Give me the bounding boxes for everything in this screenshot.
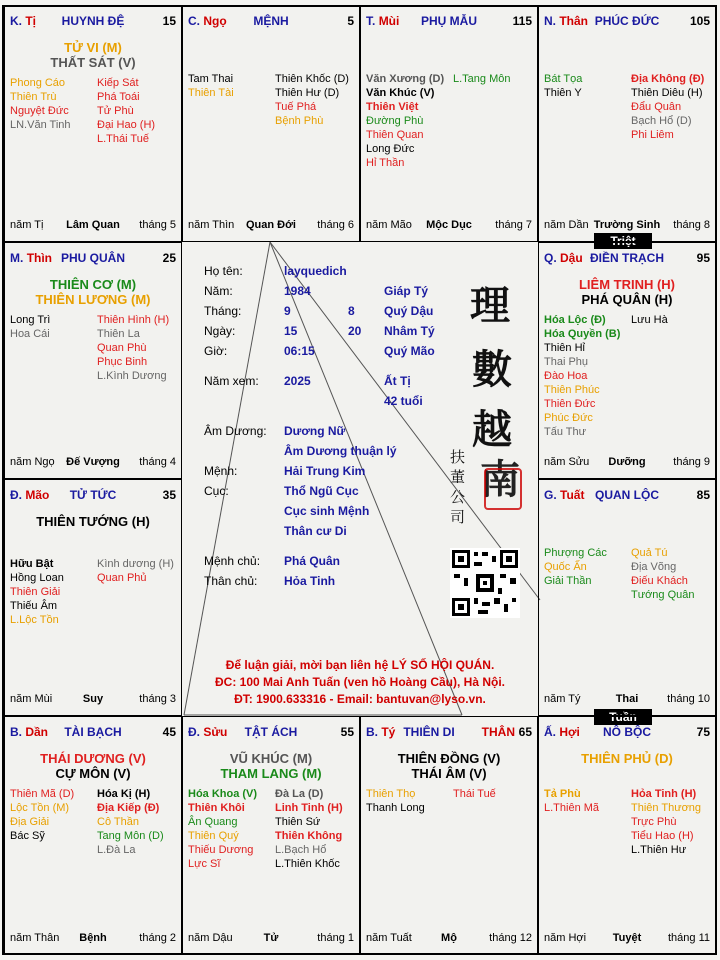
palace-tuat[interactable]	[538, 479, 716, 716]
am-duong-ly: Âm Dương thuận lý	[284, 444, 397, 458]
tuan-tag: Tuần	[594, 709, 652, 725]
menh-chu-label: Mệnh chủ:	[204, 554, 261, 568]
palace-chi: Hợi	[559, 725, 580, 739]
minor-star: Lực Sĩ	[188, 858, 221, 870]
seal-side-2: 董	[450, 468, 466, 486]
minor-star: Tam Thai	[188, 73, 234, 85]
footer-stage: Tử	[263, 932, 279, 944]
palace-thin[interactable]	[4, 242, 182, 479]
minor-stars-right	[275, 72, 349, 128]
minor-star: Thiên Việt	[366, 101, 419, 113]
palace-name: HUYNH ĐỆ	[61, 14, 125, 28]
minor-star: Tử Phù	[97, 105, 134, 117]
minor-star: Nguyệt Đức	[10, 105, 69, 117]
palace-age: 5	[347, 14, 354, 28]
palace-age: 55	[340, 725, 354, 739]
footer-month: tháng 6	[317, 219, 354, 231]
minor-star: Thiên Quan	[366, 129, 424, 141]
major-star: THIÊN PHỦ (D)	[581, 751, 673, 766]
palace-chi: Mùi	[378, 14, 400, 28]
minor-star: L.Lộc Tồn	[10, 614, 59, 626]
footer-year: năm Thân	[10, 932, 60, 944]
minor-stars-left	[10, 557, 64, 627]
minor-stars-left	[366, 72, 444, 170]
palace-can: M.	[10, 251, 24, 265]
palace-footer	[544, 219, 710, 233]
minor-star: Thiếu Dương	[188, 844, 254, 856]
minor-star: Thiên Không	[275, 830, 343, 842]
palace-header	[544, 725, 710, 741]
minor-star: Bát Tọa	[544, 73, 583, 85]
minor-star: Hóa Khoa (V)	[188, 788, 258, 800]
minor-star: Thiên Tài	[188, 87, 234, 99]
major-star: TỬ VI (M)	[64, 40, 122, 55]
minor-stars-left	[366, 787, 425, 815]
minor-star: Bệnh Phù	[275, 115, 324, 127]
minor-star: Phi Liêm	[631, 129, 674, 141]
footer-month: tháng 4	[139, 456, 176, 468]
thang-am: 8	[348, 304, 355, 318]
am-duong-label: Âm Dương:	[204, 424, 267, 438]
gio-label: Giờ:	[204, 344, 228, 358]
footer-stage: Quan Đới	[246, 219, 296, 231]
minor-star: Hoa Cái	[10, 328, 50, 340]
thang-label: Tháng:	[204, 304, 242, 318]
minor-star: Địa Giải	[10, 816, 50, 828]
center-info-panel	[182, 238, 538, 715]
major-star: THẤT SÁT (V)	[50, 55, 136, 70]
than-marker: THÂN	[481, 725, 515, 739]
minor-star: Ân Quang	[188, 816, 238, 828]
palace-footer	[544, 932, 710, 946]
palace-can: B.	[10, 725, 22, 739]
palace-footer	[544, 456, 710, 470]
minor-stars-right	[97, 76, 155, 146]
minor-stars-right	[631, 313, 668, 327]
footer-stage: Bệnh	[79, 932, 107, 944]
footer-year: năm Dậu	[188, 932, 233, 944]
palace-header	[10, 725, 176, 741]
minor-stars-left	[10, 787, 74, 843]
minor-star: L.Thiên Mã	[544, 802, 600, 814]
palace-header	[366, 14, 532, 30]
minor-star: Điếu Khách	[631, 575, 688, 587]
menh-label: Mệnh:	[204, 464, 238, 478]
major-star: THIÊN CƠ (M)	[49, 277, 137, 292]
minor-star: Hóa Lộc (Đ)	[544, 314, 606, 326]
palace-can: K.	[10, 14, 22, 28]
palace-than[interactable]	[538, 5, 716, 242]
palace-footer	[10, 456, 176, 470]
minor-stars-left	[544, 787, 599, 815]
palace-age: 35	[162, 488, 176, 502]
palace-chi: Sửu	[203, 725, 228, 739]
minor-star: Thiên Thương	[631, 802, 702, 814]
palace-header	[10, 14, 176, 30]
footer-stage: Mộc Dục	[426, 219, 472, 231]
minor-stars-right	[97, 557, 174, 585]
minor-stars-right	[631, 72, 704, 142]
minor-star: Tấu Thư	[544, 426, 587, 438]
minor-star: Thiên Giải	[10, 586, 61, 598]
minor-stars-right	[453, 72, 510, 86]
minor-star: Hóa Kị (H)	[97, 788, 151, 800]
calligraphy-char-2: 數	[472, 346, 512, 393]
minor-star: Lộc Tồn (M)	[10, 802, 70, 814]
minor-star: Đào Hoa	[544, 370, 588, 382]
nam-can-chi: Giáp Tý	[384, 284, 429, 298]
calligraphy-char-3: 越	[472, 406, 512, 453]
minor-star: Thai Phụ	[544, 356, 589, 368]
minor-star: Kình dương (H)	[97, 558, 174, 570]
contact-line-1: Để luận giải, mời bạn liên hệ LÝ SỐ HỘI QUÁN.	[225, 658, 495, 672]
palace-chi: Tuất	[560, 488, 585, 502]
palace-chi: Dần	[25, 725, 49, 739]
minor-star: Đại Hao (H)	[97, 119, 156, 131]
minor-stars-right	[97, 313, 169, 383]
minor-star: Thiên Khôi	[188, 802, 245, 814]
palace-footer	[366, 932, 532, 946]
minor-star: Hữu Bật	[10, 558, 54, 570]
minor-stars-left	[188, 72, 234, 100]
palace-suu[interactable]	[182, 716, 360, 955]
minor-star: Trực Phù	[631, 816, 677, 828]
minor-star: Cô Thần	[97, 816, 139, 828]
minor-star: Địa Võng	[631, 561, 677, 573]
contact-phone-email[interactable]: ĐT: 1900.633316 - Email: bantuvan@lyso.vn.	[234, 692, 486, 706]
ngay-am: 20	[348, 324, 362, 338]
minor-star: Địa Không (Đ)	[631, 73, 705, 85]
palace-can: C.	[188, 14, 200, 28]
minor-star: Phong Cáo	[10, 77, 66, 89]
footer-year: năm Dần	[544, 219, 589, 231]
footer-year: năm Mùi	[10, 693, 53, 705]
palace-age: 105	[689, 14, 710, 28]
minor-stars-right	[453, 787, 496, 801]
minor-star: Thiên Mã (D)	[10, 788, 75, 800]
minor-star: Thái Tuế	[453, 788, 496, 800]
footer-month: tháng 11	[667, 932, 710, 944]
minor-stars-left	[10, 76, 71, 132]
major-star: THIÊN TƯỚNG (H)	[36, 514, 150, 529]
gio-can-chi: Quý Mão	[384, 344, 435, 358]
major-star: CỰ MÔN (V)	[55, 766, 131, 781]
minor-star: Thiên Thọ	[366, 788, 416, 800]
palace-header	[544, 488, 710, 504]
palace-name: TỬ TỨC	[69, 488, 117, 502]
minor-star: Thiên Diêu (H)	[631, 87, 703, 99]
triet-tag: Triệt	[594, 233, 652, 249]
minor-stars-right	[631, 546, 695, 602]
palace-name: TÀI BẠCH	[64, 725, 122, 739]
minor-star: Long Đức	[366, 143, 415, 155]
palace-footer	[10, 219, 176, 233]
minor-star: Phục Binh	[97, 356, 148, 368]
minor-star: Long Trì	[10, 314, 51, 326]
palace-footer	[10, 693, 176, 707]
footer-year: năm Sửu	[544, 456, 590, 468]
minor-star: L.Đà La	[97, 844, 136, 856]
palace-age: 115	[512, 14, 532, 28]
palace-age: 95	[696, 251, 710, 265]
footer-stage: Lâm Quan	[66, 219, 120, 231]
minor-star: Thiên Hư (D)	[275, 87, 340, 99]
palace-name: MỆNH	[253, 14, 289, 28]
major-star: THAM LANG (M)	[220, 766, 322, 781]
minor-star: Bác Sỹ	[10, 830, 45, 842]
palace-header	[544, 14, 710, 30]
palace-chi: Tị	[25, 14, 37, 28]
minor-star: Phá Toái	[97, 91, 140, 103]
nam-value: 1984	[284, 284, 311, 298]
minor-star: Quan Phủ	[97, 572, 147, 584]
cuc-sinh-menh: Cục sinh Mệnh	[284, 504, 370, 518]
palace-header	[544, 251, 710, 267]
palace-can: G.	[544, 488, 557, 502]
palace-footer	[188, 932, 354, 946]
seal-side-3: 公	[450, 488, 466, 506]
palace-footer	[188, 219, 354, 233]
footer-year: năm Tuất	[366, 932, 412, 944]
minor-star: Tiểu Hao (H)	[631, 830, 694, 842]
minor-stars-left	[544, 313, 620, 439]
footer-month: tháng 2	[139, 932, 176, 944]
palace-header	[188, 14, 354, 30]
menh-chu-value: Phá Quân	[284, 554, 341, 568]
palace-age: 65	[518, 725, 532, 739]
minor-star: Giải Thần	[544, 575, 592, 587]
palace-can: Ấ.	[544, 725, 556, 739]
palace-can: Q.	[544, 251, 557, 265]
palace-footer	[366, 219, 532, 233]
footer-month: tháng 12	[489, 932, 532, 944]
palace-name: PHỤ MẪU	[421, 14, 477, 28]
footer-year: năm Mão	[366, 219, 412, 231]
footer-month: tháng 5	[139, 219, 176, 231]
palace-age: 15	[162, 14, 176, 28]
palace-header	[10, 488, 176, 504]
palace-hoi[interactable]	[538, 716, 716, 955]
minor-star: Thanh Long	[366, 802, 425, 814]
major-star: THÁI DƯƠNG (V)	[40, 751, 146, 766]
ngay-value: 15	[284, 324, 298, 338]
seal-side-1: 扶	[450, 448, 466, 466]
minor-star: Thiên La	[97, 328, 140, 340]
palace-header	[10, 251, 176, 267]
palace-mui[interactable]	[360, 5, 538, 242]
footer-stage: Thai	[615, 693, 639, 705]
minor-star: L.Thiên Khốc	[275, 858, 340, 870]
nam-xem-value: 2025	[284, 374, 311, 388]
minor-star: Thiếu Âm	[10, 600, 58, 612]
minor-star: Tướng Quân	[631, 589, 695, 601]
palace-can: B.	[366, 725, 378, 739]
palace-mao[interactable]	[4, 479, 182, 716]
footer-month: tháng 7	[495, 219, 532, 231]
palace-name: NÔ BỘC	[603, 725, 651, 739]
footer-month: tháng 1	[317, 932, 354, 944]
cuc-label: Cục:	[204, 484, 229, 498]
major-star: THIÊN ĐỒNG (V)	[397, 751, 501, 766]
palace-dau[interactable]	[538, 242, 716, 479]
major-star: PHÁ QUÂN (H)	[581, 292, 673, 307]
minor-star: Thiên Y	[544, 87, 582, 99]
major-star: VŨ KHÚC (M)	[229, 751, 313, 766]
palace-can: Đ.	[10, 488, 22, 502]
minor-star: L.Kình Dương	[97, 370, 167, 382]
major-star: THÁI ÂM (V)	[411, 766, 487, 781]
contact-address: ĐC: 100 Mai Anh Tuấn (ven hồ Hoàng Cầu), Hà Nội.	[214, 675, 505, 689]
footer-month: tháng 8	[673, 219, 710, 231]
minor-star: Phúc Đức	[544, 412, 593, 424]
footer-year: năm Tị	[10, 219, 44, 231]
footer-stage: Trường Sinh	[593, 219, 661, 231]
major-star: THIÊN LƯƠNG (M)	[35, 292, 151, 307]
palace-chi: Tý	[381, 725, 396, 739]
palace-age: 45	[162, 725, 176, 739]
palace-chi: Thân	[559, 14, 589, 28]
seal-side-4: 司	[450, 508, 466, 526]
minor-star: Linh Tinh (H)	[275, 802, 343, 814]
footer-year: năm Thìn	[188, 219, 235, 231]
minor-stars-left	[188, 787, 257, 871]
palace-dan[interactable]	[4, 716, 182, 955]
palace-can: Đ.	[188, 725, 200, 739]
palace-ty[interactable]	[4, 5, 182, 242]
minor-star: Quốc Ấn	[544, 561, 587, 573]
minor-star: Văn Xương (D)	[366, 73, 445, 85]
palace-name: ĐIỀN TRẠCH	[590, 251, 664, 265]
minor-star: Thiên Hỉ	[544, 342, 585, 354]
calligraphy-char-1: 理	[470, 282, 510, 329]
palace-name: PHÚC ĐỨC	[594, 14, 660, 28]
minor-star: L.Thiên Hư	[631, 844, 687, 856]
footer-stage: Dưỡng	[608, 456, 646, 468]
minor-star: Thiên Khốc (D)	[275, 73, 349, 85]
minor-star: Tang Môn (D)	[97, 830, 164, 842]
qr-code-icon[interactable]	[450, 548, 520, 618]
minor-star: Hỉ Thần	[366, 157, 405, 169]
am-duong-value: Dương Nữ	[284, 424, 346, 438]
cuc-value: Thổ Ngũ Cục	[284, 484, 359, 498]
footer-year: năm Ngọ	[10, 456, 55, 468]
minor-star: Kiếp Sát	[97, 77, 139, 89]
palace-chi: Ngọ	[203, 14, 227, 28]
minor-star: Hóa Quyền (B)	[544, 328, 621, 340]
footer-stage: Đế Vượng	[66, 456, 120, 468]
minor-star: Thiên Đức	[544, 398, 596, 410]
footer-stage: Suy	[82, 693, 104, 705]
palace-footer	[10, 932, 176, 946]
minor-star: Tả Phù	[544, 788, 581, 800]
minor-star: Tuế Phá	[275, 101, 317, 113]
minor-stars-left	[544, 546, 607, 588]
footer-month: tháng 10	[667, 693, 710, 705]
minor-star: Văn Khúc (V)	[366, 87, 435, 99]
palace-footer	[544, 693, 710, 707]
ngay-can-chi: Nhâm Tý	[384, 324, 435, 338]
minor-stars-left	[10, 313, 50, 341]
minor-star: Đẩu Quân	[631, 101, 682, 113]
minor-stars-right	[97, 787, 164, 857]
palace-name: QUAN LỘC	[595, 488, 659, 502]
minor-star: Thiên Phúc	[544, 384, 600, 396]
ho-ten-value: layquedich	[284, 264, 347, 278]
minor-star: L.Bạch Hổ	[275, 844, 327, 856]
palace-name: PHU QUÂN	[60, 251, 125, 265]
minor-star: Quả Tú	[631, 547, 668, 559]
minor-star: Thiên Trù	[10, 91, 57, 103]
minor-star: Phượng Các	[544, 547, 607, 559]
thang-can-chi: Quý Dậu	[384, 304, 434, 318]
palace-ti[interactable]	[360, 716, 538, 955]
palace-age: 75	[696, 725, 710, 739]
minor-star: L.Thái Tuế	[97, 133, 149, 145]
minor-star: Lưu Hà	[631, 314, 668, 326]
minor-star: Hồng Loan	[10, 572, 64, 584]
minor-star: Đường Phù	[366, 115, 424, 127]
minor-star: L.Tang Môn	[453, 73, 511, 85]
menh-value: Hải Trung Kim	[284, 464, 366, 478]
minor-star: Thiên Quý	[188, 830, 239, 842]
palace-chi: Dậu	[560, 251, 583, 265]
minor-star: Quan Phù	[97, 342, 147, 354]
than-chu-value: Hỏa Tinh	[284, 574, 336, 588]
minor-star: Hỏa Tinh (H)	[631, 788, 697, 800]
footer-month: tháng 3	[139, 693, 176, 705]
footer-year: năm Hợi	[544, 932, 587, 944]
palace-can: N.	[544, 14, 556, 28]
palace-age: 25	[162, 251, 176, 265]
palace-chi: Mão	[25, 488, 50, 502]
palace-name: THIÊN DI	[403, 725, 455, 739]
calligraphy-char-4: 南	[480, 456, 520, 503]
gio-value: 06:15	[284, 344, 315, 358]
palace-can: T.	[366, 14, 376, 28]
nam-xem-label: Năm xem:	[204, 374, 259, 388]
palace-name: TẬT ÁCH	[244, 725, 298, 739]
red-seal-icon	[484, 468, 522, 510]
footer-stage: Tuyệt	[612, 932, 642, 944]
major-star: LIÊM TRINH (H)	[578, 277, 676, 292]
thang-value: 9	[284, 304, 291, 318]
minor-stars-left	[544, 72, 582, 100]
ngay-label: Ngày:	[204, 324, 236, 338]
nam-xem-can-chi: Ất Tị	[384, 374, 411, 388]
minor-stars-right	[275, 787, 343, 871]
palace-age: 85	[696, 488, 710, 502]
minor-star: Địa Kiếp (Đ)	[97, 802, 160, 814]
palace-header	[188, 725, 354, 741]
palace-ngo[interactable]	[182, 5, 360, 242]
nam-label: Năm:	[204, 284, 233, 298]
minor-star: Thiên Sứ	[275, 816, 321, 828]
minor-star: Đà La (D)	[275, 788, 324, 800]
footer-stage: Mộ	[441, 932, 457, 944]
footer-year: năm Tý	[544, 693, 581, 705]
footer-month: tháng 9	[673, 456, 710, 468]
than-cu: Thân cư Di	[284, 524, 347, 538]
minor-star: Thiên Hình (H)	[97, 314, 170, 326]
tuoi-value: 42 tuổi	[384, 394, 423, 408]
minor-star: Bạch Hổ (D)	[631, 115, 692, 127]
palace-chi: Thìn	[26, 251, 53, 265]
than-chu-label: Thân chủ:	[204, 574, 258, 588]
minor-stars-right	[631, 787, 701, 857]
ho-ten-label: Họ tên:	[204, 264, 243, 278]
minor-star: LN.Văn Tinh	[10, 119, 71, 131]
